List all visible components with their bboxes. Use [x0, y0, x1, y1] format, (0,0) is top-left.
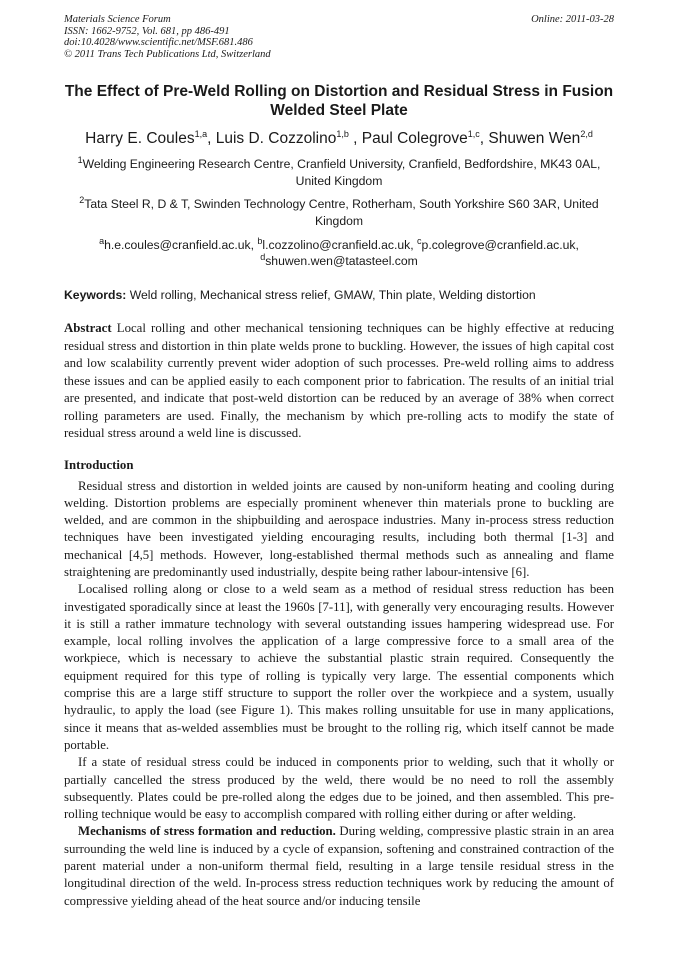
email-link[interactable]: l.cozzolino@cranfield.ac.uk,	[262, 238, 418, 252]
author-name: Paul Colegrove	[361, 130, 468, 147]
email-list	[64, 237, 614, 269]
doi-line: doi:10.4028/www.scientific.net/MSF.681.486	[64, 37, 253, 48]
abstract-label: Abstract	[64, 321, 112, 335]
email-link[interactable]: p.colegrove@cranfield.ac.uk,	[421, 238, 579, 252]
mechanisms-text: During welding, compressive plastic strain in an area surrounding the weld line is induced by a cycle of expansion, softening and constrained contraction of the parent material under a non-uniform thermal field, resulting in a large tensile residual stress in the longitudinal direction of the weld. In-process stress reduction techniques work by reducing the amount of compressive yielding ahead of the heat source and/or inducing tensile	[64, 824, 614, 908]
email-link[interactable]: h.e.coules@cranfield.ac.uk,	[104, 238, 258, 252]
intro-paragraph-2: Localised rolling along or close to a weld seam as a method of residual stress reduction has been investigated sporadically since at least the 1960s [7-11], with generally very encouraging results. However it is still a rather immature technology with several outstanding issues hampering widespread use. For example, local rolling involves the application of a large compressive force to a small area of the workpiece, which is necessary to achieve the substantial plastic strain required. Consequently the equipment required for this type of rolling is typically very large. The essential components which comprise this are a large stiff structure to support the roller over the workpiece and a system, usually hydraulic, to apply the load (see Figure 1). This makes rolling unsuitable for use in many applications, since it means that as-welded assemblies must be brought to the rolling rig, which itself cannot be made portable.	[64, 582, 614, 752]
email-sup: a	[99, 235, 105, 246]
affiliation-sup: 1	[77, 154, 83, 165]
affiliation-2	[64, 196, 614, 229]
abstract-text: Local rolling and other mechanical tensioning techniques can be highly effective at reducing residual stress and distortion in thin plate welds prone to buckling. However, the issues of high capital cost and low scalability currently prevent wider adoption of such processes. Pre-weld rolling aims to address these issues and can be applied easily to each component prior to fabrication. The results of an initial trial are presented, and indicate that post-weld distortion can be reduced by an average of 38% when correct rolling parameters are used. Finally, the mechanism by which pre-rolling acts to modify the state of residual stress around a weld line is discussed.	[64, 321, 614, 440]
section-heading-introduction: Introduction	[64, 457, 134, 472]
author-separator: ,	[479, 130, 489, 147]
keywords	[64, 287, 614, 303]
journal-name: Materials Science Forum	[64, 14, 171, 25]
online-date: Online: 2011-03-28	[531, 14, 614, 25]
author-separator: ,	[207, 130, 216, 147]
journal-header	[64, 14, 614, 60]
author-list	[64, 129, 614, 149]
author-name: Harry E. Coules	[85, 130, 195, 147]
keywords-text: Weld rolling, Mechanical stress relief, GMAW, Thin plate, Welding distortion	[126, 288, 536, 302]
citation-block	[64, 14, 271, 60]
intro-paragraph-3: If a state of residual stress could be induced in components prior to welding, such that it wholly or partially cancelled the stress produced by the weld, there would be no need to roll the assembly subsequently. Plates could be pre-rolled along the edges due to be joined, and then assembled. This pre-rolling technique would be easy to accomplish compared with rolling either during or after welding.	[64, 755, 614, 822]
affiliation-text: Tata Steel R, D & T, Swinden Technology Centre, Rotherham, South Yorkshire S60 3AR, United Kingdom	[84, 197, 599, 228]
keywords-label: Keywords:	[64, 288, 127, 302]
author-separator: ,	[348, 130, 362, 147]
intro-paragraph-1: Residual stress and distortion in welded joints are caused by non-uniform heating and cooling during welding. Distortion problems are especially prominent whenever thin materials prone to buckling are welded, and are common in the shipbuilding and aerospace industries. Many in-process stress reduction techniques have been investigated yielding encouraging results, including both thermal [1-3] and mechanical [4,5] methods. However, long-established thermal methods such as annealing and flame straightening are predominantly used industrially, despite being rather labour-intensive [6].	[64, 478, 614, 579]
abstract	[64, 320, 614, 443]
author-name: Shuwen Wen	[488, 130, 581, 147]
author-sup: 1,c	[467, 128, 480, 139]
author-sup: 1,b	[336, 128, 349, 139]
author-sup: 1,a	[194, 128, 208, 139]
email-link[interactable]: shuwen.wen@tatasteel.com	[265, 254, 418, 268]
copyright-line: © 2011 Trans Tech Publications Ltd, Switzerland	[64, 48, 271, 60]
email-sup: b	[257, 235, 263, 246]
paper-title: The Effect of Pre-Weld Rolling on Distortion and Residual Stress in Fusion Welded Steel Plate	[64, 83, 614, 119]
author-sup: 2,d	[580, 128, 593, 139]
mechanisms-heading: Mechanisms of stress formation and reduction.	[78, 824, 336, 839]
affiliation-1	[64, 156, 614, 189]
affiliation-text: Welding Engineering Research Centre, Cranfield University, Cranfield, Bedfordshire, MK43 0AL, United Kingdom	[82, 157, 601, 188]
email-sup: d	[260, 251, 266, 262]
affiliation-sup: 2	[79, 194, 85, 205]
issn-line: ISSN: 1662-9752, Vol. 681, pp 486-491	[64, 25, 230, 37]
email-sup: c	[417, 235, 422, 246]
author-name: Luis D. Cozzolino	[215, 130, 337, 147]
mechanisms-paragraph	[64, 823, 614, 909]
